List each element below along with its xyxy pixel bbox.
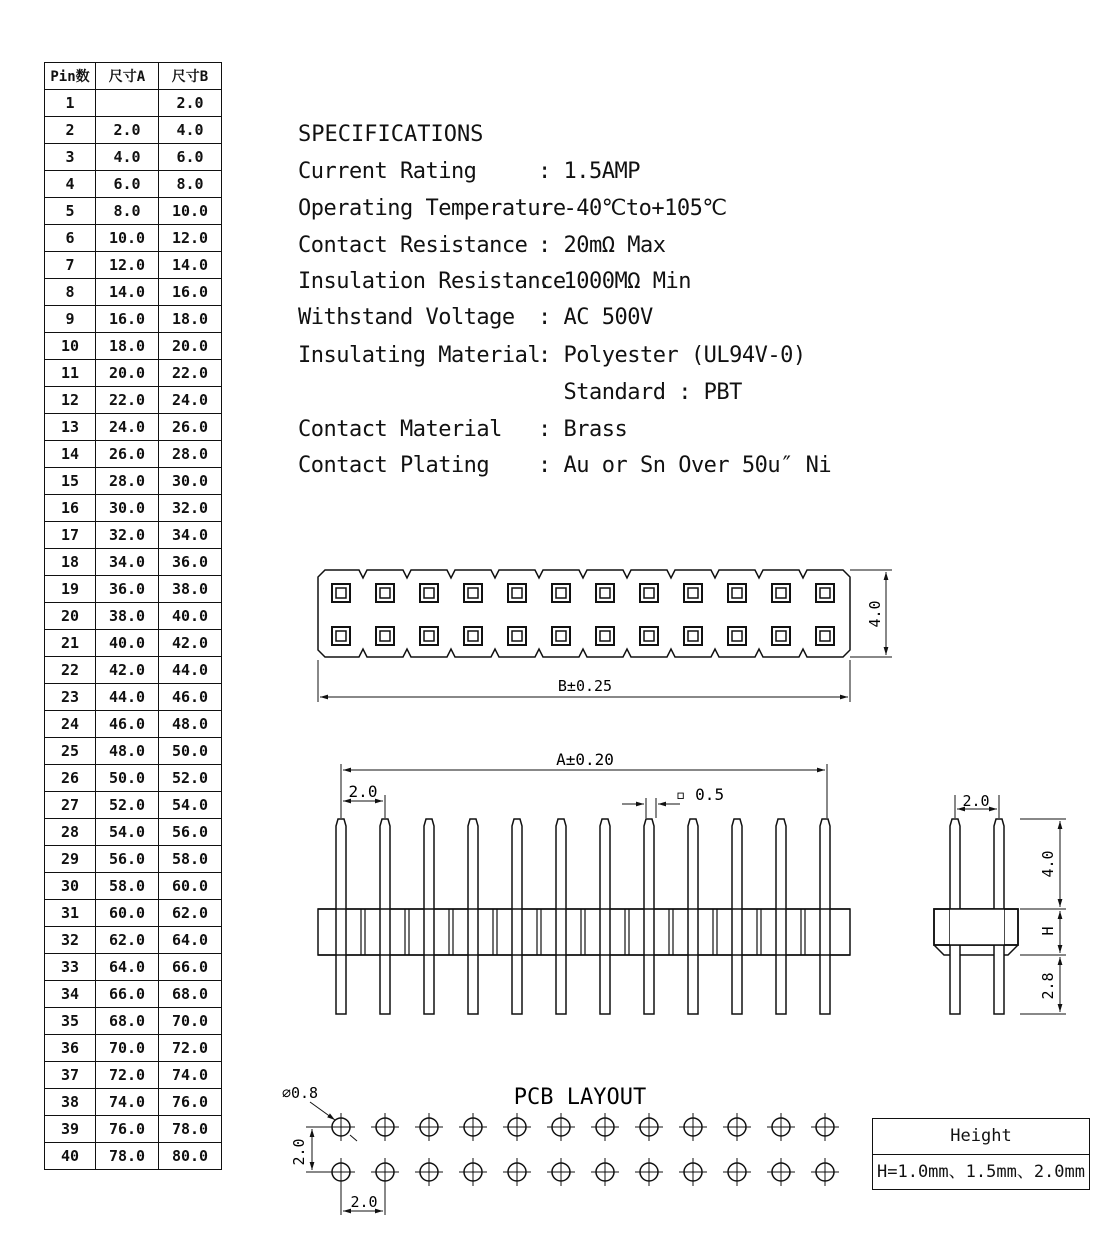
dim-b-cell: 70.0	[159, 1008, 222, 1035]
dim-a-cell: 52.0	[96, 792, 159, 819]
dim-b-cell: 22.0	[159, 360, 222, 387]
spec-value: : AC 500V	[538, 305, 653, 330]
pcb-row-pitch-label: 2.0	[290, 1138, 308, 1166]
dim-b-cell: 62.0	[159, 900, 222, 927]
pin-count-cell: 11	[45, 360, 96, 387]
pin-pad-inner	[688, 631, 698, 641]
pin-pad-outer	[772, 627, 790, 645]
pin-pad-outer	[816, 627, 834, 645]
pin-pad-inner	[512, 588, 522, 598]
dim-a-cell: 70.0	[96, 1035, 159, 1062]
pin-count-cell: 23	[45, 684, 96, 711]
pin-pad-inner	[468, 631, 478, 641]
dim-b-cell: 44.0	[159, 657, 222, 684]
dim-b-cell: 80.0	[159, 1143, 222, 1170]
pin-pad-inner	[424, 631, 434, 641]
dim-b-cell: 18.0	[159, 306, 222, 333]
pin-pad-inner	[600, 631, 610, 641]
dim-b-cell: 64.0	[159, 927, 222, 954]
leader-line	[350, 1135, 357, 1141]
dim-a-cell: 32.0	[96, 522, 159, 549]
dim-b-cell: 28.0	[159, 441, 222, 468]
pin-count-cell: 14	[45, 441, 96, 468]
pin-count-cell: 9	[45, 306, 96, 333]
pin-count-cell: 29	[45, 846, 96, 873]
pin-count-cell: 19	[45, 576, 96, 603]
pin-pad-outer	[684, 627, 702, 645]
dim-b-cell: 40.0	[159, 603, 222, 630]
dim-a-cell: 72.0	[96, 1062, 159, 1089]
pin-pad-inner	[424, 588, 434, 598]
pin-count-cell: 7	[45, 252, 96, 279]
pin-pad-outer	[508, 584, 526, 602]
dim-a-cell: 78.0	[96, 1143, 159, 1170]
spec-label: Insulation Resistance	[298, 269, 566, 294]
pin-pad-outer	[684, 584, 702, 602]
pin-count-cell: 33	[45, 954, 96, 981]
dim-b-cell: 36.0	[159, 549, 222, 576]
pcb-layout	[306, 1102, 839, 1215]
dim-b-cell: 8.0	[159, 171, 222, 198]
dim-a-cell: 40.0	[96, 630, 159, 657]
dim-a-cell: 26.0	[96, 441, 159, 468]
dim-b-cell: 32.0	[159, 495, 222, 522]
dim-b-cell: 42.0	[159, 630, 222, 657]
pin-count-cell: 27	[45, 792, 96, 819]
dim-b-cell: 68.0	[159, 981, 222, 1008]
pin-pad-outer	[728, 584, 746, 602]
pin-pad-outer	[376, 627, 394, 645]
pin-pad-outer	[640, 627, 658, 645]
dim-a-cell: 44.0	[96, 684, 159, 711]
pin-pad-inner	[380, 631, 390, 641]
dim-b-cell: 46.0	[159, 684, 222, 711]
pin-pad-outer	[420, 584, 438, 602]
dim-a-cell: 36.0	[96, 576, 159, 603]
pin-count-cell: 30	[45, 873, 96, 900]
pin-count-cell: 1	[45, 90, 96, 117]
pin-count-cell: 10	[45, 333, 96, 360]
dim-a-cell: 10.0	[96, 225, 159, 252]
pin	[820, 819, 830, 1014]
dim-a-cell: 18.0	[96, 333, 159, 360]
pin-count-cell: 36	[45, 1035, 96, 1062]
dim-b-cell: 76.0	[159, 1089, 222, 1116]
dim-a-cell: 30.0	[96, 495, 159, 522]
pin	[688, 819, 698, 1014]
pin-count-cell: 6	[45, 225, 96, 252]
dim-a-cell: 48.0	[96, 738, 159, 765]
pin-pad-outer	[332, 584, 350, 602]
pin-count-cell: 15	[45, 468, 96, 495]
pin-pad-inner	[644, 631, 654, 641]
dim-b-cell: 34.0	[159, 522, 222, 549]
height-box-title: Height	[873, 1119, 1089, 1155]
pin	[556, 819, 566, 1014]
pin-count-cell: 22	[45, 657, 96, 684]
dim-b-cell: 72.0	[159, 1035, 222, 1062]
pin-pad-inner	[468, 588, 478, 598]
pin-pad-inner	[600, 588, 610, 598]
dim-a-cell: 6.0	[96, 171, 159, 198]
pin	[512, 819, 522, 1014]
pin	[380, 819, 390, 1014]
dim-a-cell: 20.0	[96, 360, 159, 387]
pin-count-cell: 3	[45, 144, 96, 171]
pin	[600, 819, 610, 1014]
pin-pad-outer	[376, 584, 394, 602]
spec-value: : 1.5AMP	[538, 159, 640, 184]
spec-value: : Polyester (UL94V-0)	[538, 343, 806, 368]
dim-a-cell: 56.0	[96, 846, 159, 873]
pin-pad-inner	[512, 631, 522, 641]
pin-pad-outer	[332, 627, 350, 645]
dim-a-cell: 60.0	[96, 900, 159, 927]
front-length-label: A±0.20	[556, 750, 614, 769]
spec-label: Contact Material	[298, 417, 502, 442]
dim-a-cell: 50.0	[96, 765, 159, 792]
pin-pad-inner	[336, 631, 346, 641]
pin-count-cell: 38	[45, 1089, 96, 1116]
pcb-hole-label: ⌀0.8	[281, 1084, 319, 1102]
pin-count-cell: 21	[45, 630, 96, 657]
dim-b-cell: 20.0	[159, 333, 222, 360]
dim-b-cell: 12.0	[159, 225, 222, 252]
dim-b-cell: 6.0	[159, 144, 222, 171]
side-housing-fill	[950, 909, 1004, 945]
dim-b-cell: 60.0	[159, 873, 222, 900]
pin-count-cell: 24	[45, 711, 96, 738]
side-pitch-label: 2.0	[962, 792, 990, 810]
pin-pad-outer	[640, 584, 658, 602]
housing-outline	[318, 570, 850, 657]
side-housing-step	[934, 945, 1018, 955]
spec-value: : 20mΩ Max	[538, 233, 666, 258]
pin-pad-outer	[816, 584, 834, 602]
dim-a-cell: 68.0	[96, 1008, 159, 1035]
dim-b-cell: 4.0	[159, 117, 222, 144]
spec-label: Current Rating	[298, 159, 477, 184]
dim-a-cell: 24.0	[96, 414, 159, 441]
pcb-layout-title: PCB LAYOUT	[513, 1085, 647, 1110]
pin-pad-outer	[552, 584, 570, 602]
pin-count-cell: 5	[45, 198, 96, 225]
dim-a-cell: 38.0	[96, 603, 159, 630]
spec-label: Contact Plating	[298, 453, 490, 478]
pin	[468, 819, 478, 1014]
header-pin-count: Pin数	[45, 63, 96, 90]
pin-count-cell: 32	[45, 927, 96, 954]
pin-count-cell: 16	[45, 495, 96, 522]
dim-b-cell: 54.0	[159, 792, 222, 819]
pin-pad-inner	[556, 631, 566, 641]
pin-count-cell: 37	[45, 1062, 96, 1089]
pin	[732, 819, 742, 1014]
header-dim-a: 尺寸A	[96, 63, 159, 90]
pin-pad-outer	[728, 627, 746, 645]
pin-count-cell: 40	[45, 1143, 96, 1170]
front-pin-size-label: ▫ 0.5	[675, 785, 725, 804]
dim-a-cell: 62.0	[96, 927, 159, 954]
height-options-box	[872, 1118, 1090, 1190]
dim-b-cell: 26.0	[159, 414, 222, 441]
dim-a-cell: 74.0	[96, 1089, 159, 1116]
spec-value: : Brass	[538, 417, 628, 442]
dim-a-cell: 64.0	[96, 954, 159, 981]
pin	[424, 819, 434, 1014]
spec-label: Contact Resistance	[298, 233, 528, 258]
top-view-width-label: B±0.25	[557, 677, 613, 695]
pin-pad-outer	[420, 627, 438, 645]
dim-a-cell: 16.0	[96, 306, 159, 333]
header-dim-b: 尺寸B	[159, 63, 222, 90]
pin-count-cell: 12	[45, 387, 96, 414]
pin-pad-outer	[464, 627, 482, 645]
pin	[644, 819, 654, 1014]
pin-pad-inner	[776, 631, 786, 641]
pin-count-cell: 17	[45, 522, 96, 549]
leader-line	[310, 1102, 335, 1120]
spec-label: Operating Temperature	[298, 196, 566, 221]
dim-b-cell: 58.0	[159, 846, 222, 873]
dim-b-cell: 38.0	[159, 576, 222, 603]
pin-count-cell: 26	[45, 765, 96, 792]
pin-pad-outer	[772, 584, 790, 602]
pin-pad-inner	[644, 588, 654, 598]
pin-count-cell: 28	[45, 819, 96, 846]
spec-label: Withstand Voltage	[298, 305, 515, 330]
dim-a-cell: 28.0	[96, 468, 159, 495]
top-view-height-label: 4.0	[866, 600, 884, 628]
pin-pad-outer	[552, 627, 570, 645]
spec-value: : 1000MΩ Min	[538, 269, 691, 294]
spec-value: : Au or Sn Over 50u″ Ni	[538, 453, 832, 478]
dim-a-cell: 22.0	[96, 387, 159, 414]
pin	[776, 819, 786, 1014]
pin-pad-outer	[596, 627, 614, 645]
pin-pad-inner	[820, 588, 830, 598]
dim-b-cell: 78.0	[159, 1116, 222, 1143]
dim-b-cell: 52.0	[159, 765, 222, 792]
pin-count-cell: 39	[45, 1116, 96, 1143]
pin-pad-inner	[380, 588, 390, 598]
dim-a-cell: 12.0	[96, 252, 159, 279]
pin-pad-inner	[336, 588, 346, 598]
pin-count-cell: 2	[45, 117, 96, 144]
dim-b-cell: 2.0	[159, 90, 222, 117]
pin-pad-outer	[464, 584, 482, 602]
dim-a-cell: 2.0	[96, 117, 159, 144]
dim-b-cell: 48.0	[159, 711, 222, 738]
pin-count-cell: 18	[45, 549, 96, 576]
front-view	[318, 764, 850, 1014]
side-upper-label: 4.0	[1039, 850, 1057, 878]
dim-a-cell: 14.0	[96, 279, 159, 306]
pin-count-cell: 13	[45, 414, 96, 441]
dim-a-cell: 4.0	[96, 144, 159, 171]
side-lower-label: 2.8	[1039, 972, 1057, 1000]
pin-count-cell: 4	[45, 171, 96, 198]
pin-pad-inner	[732, 631, 742, 641]
dim-a-cell: 8.0	[96, 198, 159, 225]
pin-count-cell: 31	[45, 900, 96, 927]
pin-pad-inner	[820, 631, 830, 641]
dim-b-cell: 30.0	[159, 468, 222, 495]
dim-b-cell: 16.0	[159, 279, 222, 306]
dim-b-cell: 66.0	[159, 954, 222, 981]
height-box-value: H=1.0mm、1.5mm、2.0mm	[877, 1162, 1085, 1182]
pin-count-cell: 35	[45, 1008, 96, 1035]
pin-pad-inner	[556, 588, 566, 598]
dim-a-cell: 76.0	[96, 1116, 159, 1143]
pin-pad-outer	[508, 627, 526, 645]
spec-label: Insulating Material	[298, 343, 541, 368]
pcb-col-pitch-label: 2.0	[350, 1193, 378, 1211]
spec-value: : -40℃to+105℃	[538, 196, 727, 221]
pin-count-cell: 20	[45, 603, 96, 630]
dim-a-cell: 54.0	[96, 819, 159, 846]
dim-a-cell: 34.0	[96, 549, 159, 576]
dim-a-cell: 58.0	[96, 873, 159, 900]
pin-count-cell: 8	[45, 279, 96, 306]
dim-a-cell: 46.0	[96, 711, 159, 738]
front-pitch-label: 2.0	[348, 782, 378, 801]
dim-b-cell: 56.0	[159, 819, 222, 846]
pin-pad-inner	[776, 588, 786, 598]
pin	[336, 819, 346, 1014]
dim-b-cell: 50.0	[159, 738, 222, 765]
dim-a-cell: 42.0	[96, 657, 159, 684]
pin-pad-outer	[596, 584, 614, 602]
dim-b-cell: 10.0	[159, 198, 222, 225]
dim-b-cell: 14.0	[159, 252, 222, 279]
spec-value: Standard : PBT	[538, 380, 742, 405]
side-h-label: H	[1039, 926, 1057, 936]
specifications-title: SPECIFICATIONS	[298, 122, 484, 147]
dim-b-cell: 74.0	[159, 1062, 222, 1089]
dim-a-cell: 66.0	[96, 981, 159, 1008]
pin-count-cell: 34	[45, 981, 96, 1008]
pin-count-cell: 25	[45, 738, 96, 765]
pin-pad-inner	[688, 588, 698, 598]
pin-pad-inner	[732, 588, 742, 598]
dim-b-cell: 24.0	[159, 387, 222, 414]
housing-body	[318, 909, 850, 955]
